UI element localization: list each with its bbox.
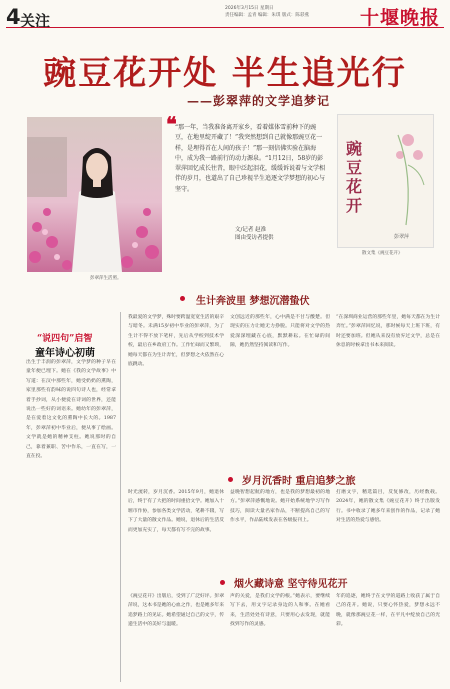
sidebar-body: 出生于丰润的彭翠萍，文学梦的种子早在童年便已埋下。她在《我的文学故事》中写道：在汉中那些年，她受奶奶的熏陶，家里那些有韵味的说四句诗人也，经常拿着手抄词，从小便爱在诗词的世界，还能说出一些好的词语来。她幼年的彭翠萍，是在爱着这文化的熏陶中长大的。1987年，彭翠萍初中毕业后，便从事了绘画。文学就是她的精神支柱。她说那时的自己，靠着兼职、苦中作乐，一直在写，一直在投。 [26, 360, 116, 460]
page-number: 4 [6, 5, 21, 29]
section-2-col-3: 打磨文字，精选篇目，反复修改，历经数载。2024年，她的散文集《豌豆花开》终于出版发行。书中收录了她多年来创作的作品，记录了她对生活的热爱与感悟。 [336, 490, 440, 524]
header-meta [225, 6, 309, 19]
page-header [0, 0, 450, 40]
section-1-heading: 生计奔波里 梦想沉潜蛰伏 [196, 296, 310, 307]
book-title: 豌豆花开 [346, 139, 363, 215]
headline-title: 豌豆花开处 半生追光行 [43, 53, 407, 92]
section-2-col-1: 时光流转，岁月沉香。2015年9月，她退休后，终于有了大把的时间重拾文学。她加入十堰市作协，参加各类文学活动，笔耕不辍，写下了大量的散文作品。她说，退休后的生活反而更加充实了，每天都有写不完的故事。 [128, 490, 224, 533]
section-3-col-1: 《豌豆花开》出版后，受到了广泛好评。彭翠萍说，这本书是她的心血之作，也是她多年来追梦路上的见证。她希望通过自己的文字，传递生活中的美好与温暖。 [128, 594, 224, 628]
section-2-heading: 岁月沉香时 重启追梦之旅 [242, 476, 356, 487]
section-bullet-icon [180, 296, 185, 301]
section-name: 关注 [20, 12, 51, 30]
header-rule [6, 27, 444, 28]
section-bullet-icon [228, 477, 233, 482]
newspaper-logo: 十堰晚报 [360, 7, 441, 29]
section-3-col-3: 年的追逐，她终于在文学的道路上收获了属于自己的花开。她说，只要心怀热爱，梦想永远不晚，就像那豌豆花一样，在平凡中绽放自己的光彩。 [336, 594, 440, 628]
section-3-col-2: 声的关爱，是我们文学的根。”她表示，要继续写下去，用文字记录身边的人和事。在她看来，生活处处有诗意，只要用心去发现，就能找到写作的灵感。 [230, 594, 330, 628]
quote-mark-icon: ❝ [166, 112, 177, 136]
section-1-col-2: 文创远近的那些年，心中满是不甘与酸楚。但现实的压力让她无力挣脱。只能将对文学的热爱深深埋藏在心底，默默耕耘。在忙碌的间隙，她仍然坚持阅读和写作。 [230, 315, 330, 349]
portrait-photo [27, 117, 162, 272]
book-cover [337, 114, 434, 248]
section-1-col-3: “在深圳商业运营的那些年里，她每天都在为生计奔忙。”彭翠萍回忆说，那时候每天上班下班，有时还要加班。但她从来没有放弃过文学，总是在休息的时候拿出书本来阅读。 [336, 315, 440, 349]
section-bullet-icon [220, 580, 225, 585]
header-editors: 责任编辑：孟青 编辑：朱琪 版式：陈彩燕 [225, 12, 309, 18]
byline-author: 文/记者 赵淮 [235, 227, 267, 233]
sidebar-heading: “说四句”启智 [37, 334, 93, 344]
intro-quote: “那一年，当我准备离开家乡，看着媒体雪前种下的豌豆，在地里绽开藏了！”我突然想到自己就像那豌豆花一样，是埋得首在人间的孩子！”那一刻信佛实验在脑海中，成为我一路前行的动力源泉。“1月12日，58岁的彭翠萍回忆成长往昔，眼中泛起泪花，缓缓诉说着与文学相伴的岁月，也道出了自己珍视半生追逐文学梦想的初心与坚守。 [175, 124, 326, 193]
sidebar-subheading: 童年诗心初萌 [35, 348, 95, 359]
sidebar-divider [120, 312, 121, 682]
section-3-heading: 烟火藏诗意 坚守待见花开 [234, 579, 348, 590]
section-2-col-2: 益晚智想起航的地方，也是我的梦想最初的地方。”彭翠萍感慨地说。她开始系统地学习写作技巧，阅读大量名家作品，不断提高自己的写作水平，作品陆续发表在各级报刊上。 [230, 490, 330, 524]
book-author: 彭翠萍 [394, 234, 410, 240]
headline-subtitle: ——彭翠萍的文学追梦记 [187, 94, 331, 108]
book-caption: 散文集《豌豆花开》 [362, 251, 403, 256]
header-date: 2026年3月15日 星期日 [225, 6, 274, 11]
section-1-col-1: 我最爱的文学梦，殊时要跨温宽宽生活的艰辛与暗冬。未满15岁初中毕业的彭翠萍，为了生计不得不放下笔杆，先后从学校到技术学校，最后在乡政府工作。工作忙碌而又繁琐，她每天都在为生计奔忙，但梦想之火依然在心底跳动。 [128, 315, 224, 368]
byline-photo-credit: 图由受访者提供 [235, 235, 274, 241]
photo-caption: 彭翠萍生活照。 [90, 276, 122, 281]
portrait-illustration [27, 117, 162, 272]
byline [235, 226, 274, 242]
